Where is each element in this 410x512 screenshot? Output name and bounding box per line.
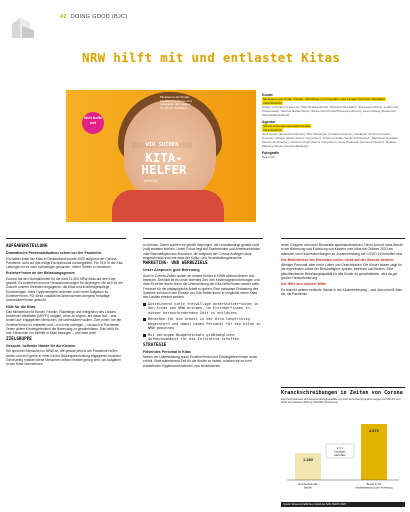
paragraph: zu können. Daher suchen wir gezielt diejenigen, die coronabedingt gerade nicht (voll) arbeiten können. Unser Fokus liegt auf Studierenden und Arbeitsuchenden oder Beschäftigten aus Branchen, die aufgrund der Corona-Auflagen stark eingeschränkt sind wie etwa der Kultur- und Veranstaltungsbranche.	[143, 243, 261, 260]
client-label: Kunde	[262, 93, 273, 97]
subheading: Dramatische Personalsituation schon vor der Pandemie	[6, 251, 102, 256]
agency-team: Jens Geiser (Executive Director), Max Messinger (Creative Director), Alexander Schroll (Creative Director), Johann Hinkel (Senior Copywriter), Johanna Heide (Senior Art Director), Bartlomiej Kowalski (Senior Art Director), Johanna Vogel (Senior Copywriter), Anna Rottmann (Account Director), Melanie Möhring (Senior Account Manager)	[262, 132, 398, 148]
headline-small: WIR SUCHEN	[132, 142, 192, 148]
agency-name: Scholz & Friends Düsseldorf GmbH	[263, 124, 311, 128]
paragraph: Wir sprechen Menschen in NRW an, die gerade jetzt in der Pandemie helfen wollen und sich gerne in einer Kinder-Bildungseinrichtung engagieren möchten. Gleichzeitig müssen diese Menschen zeitlich flexibel genug sein, um Aufgaben in den Kitas übernehmen	[6, 349, 122, 367]
paragraph: Das Ministerium für Kinder, Familie, Flüchtlinge und Integration des Landes Nordrhein-Westfalen (MKFFI) reagiert, ohne zu zögern, auf diese Not – und fordert auf: engagierten Menschen, die unterstützen wollen. Zum einen, um die Erzieher*innen zu entlasten und – noch viel wichtiger – um auch in Pandemie-Zeiten jedem Kindergartenkind die Betreuung zu gewährleisten. Das heißt für uns: Menschen zur Mithilfe in Kitas bewegen – und zwar jetzt!	[6, 309, 122, 336]
building-logo-icon	[8, 12, 38, 42]
category-label: Berufe	[304, 486, 312, 490]
agency-label: Agentur	[262, 120, 276, 124]
data-label: 2.672	[368, 428, 380, 433]
photo-label: Fotografie	[262, 151, 280, 155]
subheading: Die Bedürfnisse der Kleinsten sollen nicht auf der Strecke bleiben	[281, 257, 394, 262]
page-header	[0, 0, 410, 38]
section-name: DOING GOOD (BJC)	[70, 14, 128, 20]
paragraph: Corona hat den Normalbetrieb für die rund 11.000 NRW-Kitas auf den Kopf gestellt. Es entstehen enorme Herausforderungen für diejenigen, die sich für die Zukunft unserer Kleinsten engagieren: die Kitas und Kindertagespflege Einrichtungen. Mehr Hygieneregeln bedeuten noch mehr Aufgaben für Erzieher*innen. Für diese zusätzliche Arbeit werden dringend freiwillige Unterstützer*innen gesucht.	[6, 276, 123, 303]
goal-item: Menschen für die Arbeit in der Kita langfristig begeistern und damit neues Personal für die Kitas in NRW gewinnen	[143, 317, 261, 331]
paragraph: Es braucht weitere helfende Hände in der Kinderbetreuung – und das schnell! Was wir, die Pandemie	[281, 287, 402, 296]
client-contacts: Hagen Lessmann (Leiter der Öffentlichkeitsarbeit), Waltraud Mac Ekber (Pressesprecherin, Leiterin der Pressestelle), Sabrina Bardenhewer (Referentin Presse/Pressesprecherin), Lara Hollweg (Referentin Öffentlichkeitsarbeit)	[262, 105, 399, 117]
category-label: Berufe in der	[366, 483, 382, 486]
page-number: 42	[60, 14, 67, 20]
page-info	[60, 14, 127, 20]
subheading: Hilfe für die Kitas	[6, 304, 36, 309]
annotation: betroffen	[334, 453, 346, 458]
divider	[281, 238, 405, 239]
annotation: häufiger	[334, 449, 346, 454]
section-heading: STRATEGIE	[143, 342, 167, 348]
subheading: Fehlendes Personal in Kitas	[143, 349, 191, 354]
column-3	[281, 243, 405, 298]
ministry-text: Ministerium für Kinder, Familie, Flüchtlinge und Integration des Landes Nordrhein-Westfalen	[160, 95, 192, 110]
goal-item: Ausreichend viele freiwillige Unterstützer*innen in den Kitas von NRW bringen, um Erzieher*innen in dieser herausfordernden Zeit zu entlasten	[143, 302, 261, 316]
paragraph: Weniger Personal, aber mehr Luften und Gesichtsanen. Die Kinder lassen zeigt für die ergebenden Arbeit der Beschäftigten: spielen, betreuen und fördern. Eine gleichbleibende Betreuungsqualität für alle Kinder zu gewährleisten, wird da gar großen Herausforderung.	[281, 263, 402, 281]
annotation: 2,1 x	[336, 446, 344, 450]
column-1	[6, 243, 124, 368]
chart-source: Quelle: Wissenschaftliches Institut der AOK (WIdO) 2020	[281, 502, 405, 507]
data-label: 1.283	[302, 457, 314, 463]
sick-leave-chart	[281, 387, 405, 507]
headline-large: KITA-HELFER	[141, 150, 187, 177]
campaign-image	[66, 90, 256, 222]
subheading: Gesucht: helfende Hände für die Kleinen	[6, 343, 76, 348]
paragraph: Auch in Corona-Zeiten wollen wir unsere Kinder in NRW optimal fördern und betreuen. Deshalb ist es unser oberstes Ziel, den Kindertageseinrichtungen und ihren Erzieher*innen durch die Unterstützung der Kita-Helfer*innen wieder mehr Freiraum für die pädagogische Arbeit zu geben. Eine messbare Entlastung des Systems soll durch den Einsatz von Kita-Helfer*innen in möglichst vielen Kitas des Landes erreicht werden.	[143, 273, 260, 300]
agency-responsible-label: Verantwortlich	[263, 128, 282, 132]
photographer: Bea Artist	[262, 155, 275, 159]
column-2	[143, 243, 261, 370]
subheading: Erzieher*innen an der Belastungsgrenze	[6, 271, 75, 276]
divider	[143, 238, 263, 239]
paragraph: Neben der Unterstützung durch Erzieher*innen und Kindergärtner*innen muss erhöht. Statt ausreichend Zeit für die Kinder zu haben, müssen sie sich mit zusätzlichen Hygienemaßnahmen, neu strukturierten	[143, 355, 257, 368]
section-heading: AUFGABENSTELLUNG	[6, 244, 48, 249]
page-title: NRW hilft mit und entlastet Kitas	[82, 50, 341, 65]
client-name: Ministerium für Kinder, Familie, Flüchtlinge und Integration des Landes Nordrhein-Westfalen	[263, 97, 386, 101]
section-heading: MARKETING- UND WERBEZIELE	[143, 261, 208, 267]
paragraph: Ein halber Antei der Kitas in Deutschland konnte 2020 aufgrund der Corona-Pandemie nicht auf das nötige Fachpersonal zurückgreifen. Für 78,5 % der Kita-Leitungen ist es noch schwieriger geworden, offene Stellen zu besetzen.	[6, 256, 124, 270]
gender-note: (M/W/D)	[144, 179, 158, 183]
category-label: Durchschnitt alle	[298, 483, 318, 486]
credits-sidebar	[262, 90, 402, 159]
subheading: Die Hilfe aus unserer Mitte	[281, 282, 327, 287]
responsible-label: Verantwortlich	[263, 101, 282, 105]
chart-subtitle: Durchschnittswert der Arbeitsunfähigkeitsfälle pro 100 Versicherungsjahre wegen COVID-19 von März bis Oktober 2020 je 100.000 Versicherte	[281, 397, 401, 405]
paragraph: ierten Gruppen und mehr Bürokratie auseinandersetzen. Hinzu kommt: dass Berufe in der Betreuung und Erziehung von Kindern vom März bis Oktober 2020 am stärksten von Kinderschreibungen im Zusammenhang mit COVID-19 betroffen sind.	[281, 243, 404, 256]
category-label: Kinderbetreuung und -erziehung	[355, 486, 393, 490]
section-heading: ZIELGRUPPE	[6, 336, 32, 342]
goal-item: Mit geringem Budgeteinsatz größtmögliche Aufmerksamkeit für die Initiative schaffen	[143, 333, 261, 342]
chart-plot	[281, 410, 405, 496]
helfe-mit-badge: #ich helfe mit	[82, 112, 104, 134]
divider	[6, 238, 126, 239]
child-shirt	[112, 190, 224, 222]
chart-title: Kranckschreibungen in Zeiten von Corona	[281, 390, 403, 396]
subheading: Unser Anspruch: gute Betreuung	[143, 268, 200, 273]
